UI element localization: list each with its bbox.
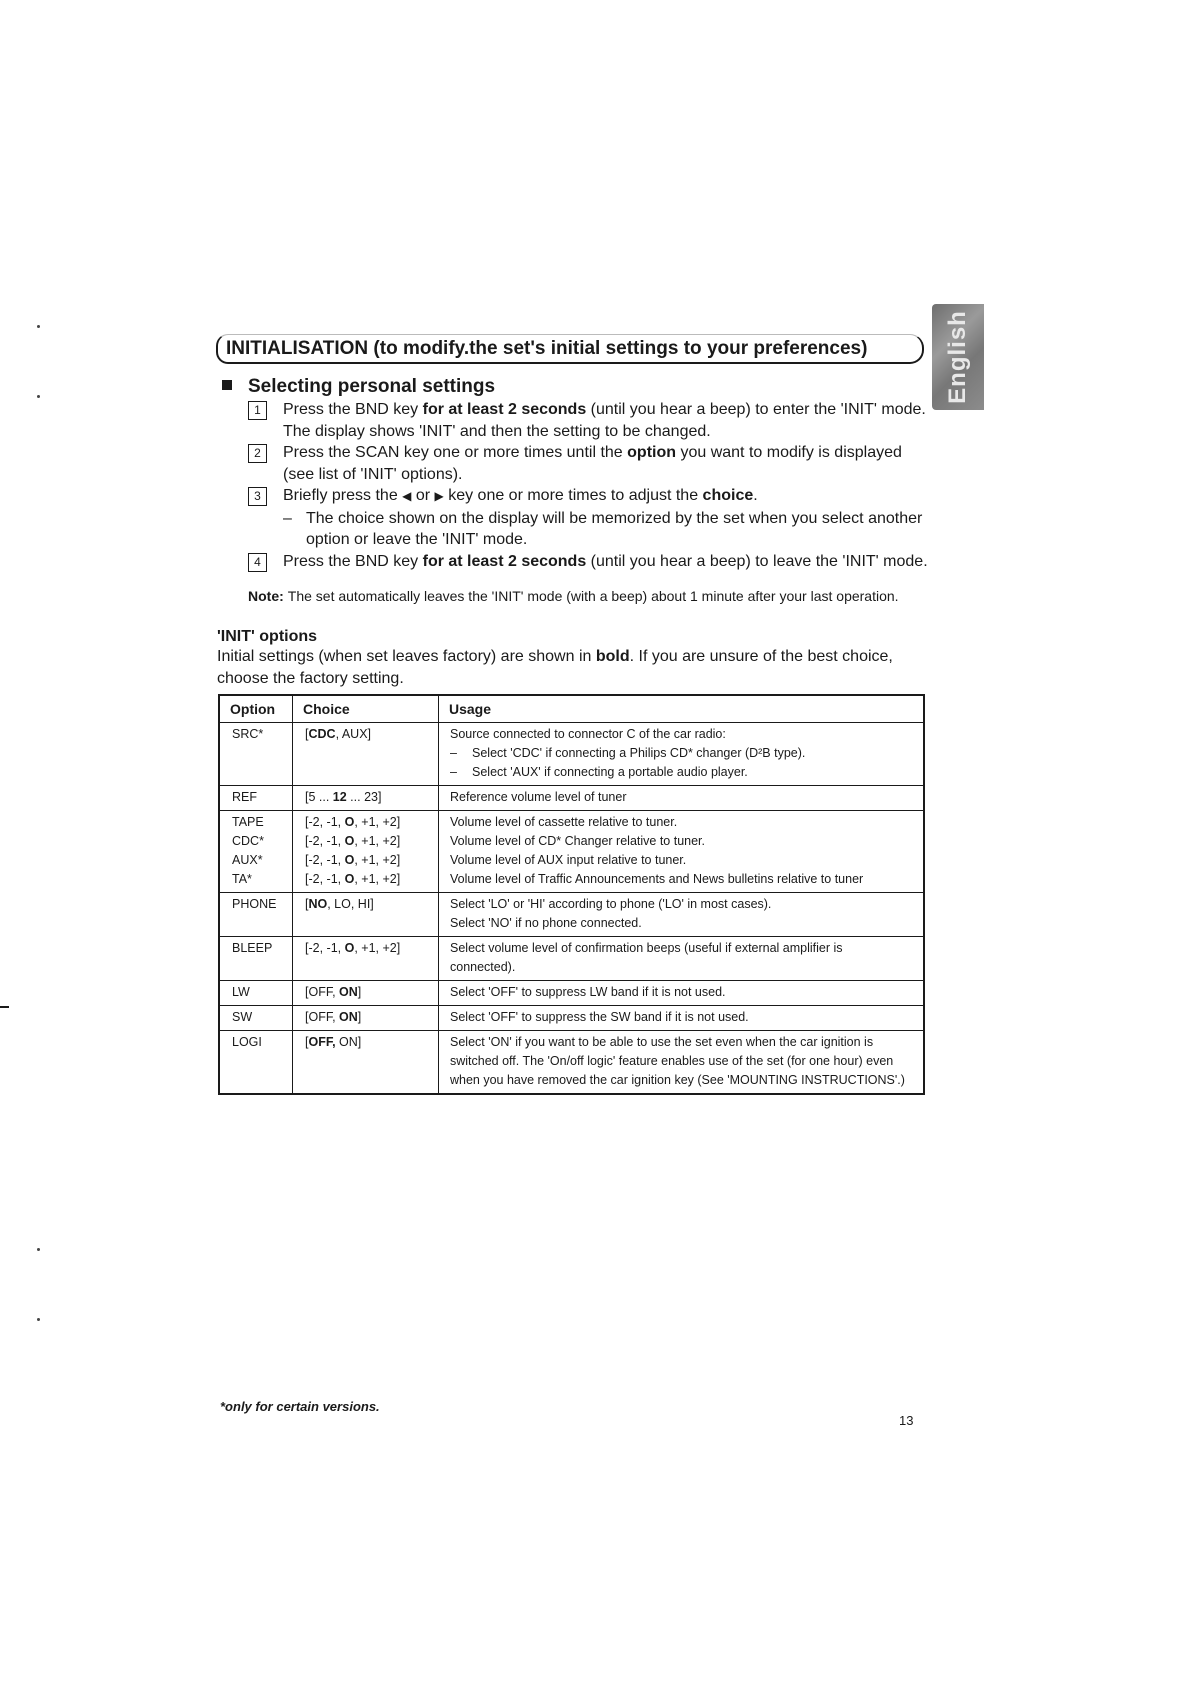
step-number-box: 2 <box>248 444 267 463</box>
choice-cell <box>293 786 439 811</box>
usage-subitem-text: Select 'CDC' if connecting a Philips CD* changer (D²B type). <box>472 746 806 760</box>
options-heading: 'INIT' options <box>217 628 318 645</box>
dash-bullet: – <box>283 509 292 527</box>
choice-text: , +1, +2] <box>354 815 401 829</box>
choice-text: [OFF, <box>305 1010 340 1024</box>
usage-cell <box>439 723 925 786</box>
choice-text: ] <box>357 1010 362 1024</box>
option-cell: LW <box>219 981 293 1006</box>
option-text: TA* <box>232 872 252 886</box>
dash-bullet: – <box>450 765 457 779</box>
usage-subitem-text: Select 'AUX' if connecting a portable audio player. <box>472 765 748 779</box>
choice-default: O <box>344 941 355 955</box>
table-header-row <box>219 695 924 723</box>
choice-default: ON <box>339 985 358 999</box>
scan-speck <box>37 1248 40 1251</box>
option-text: TAPE <box>232 815 264 829</box>
step-bold-text: for at least 2 seconds <box>422 552 587 570</box>
choice-default: OFF, <box>308 1035 336 1049</box>
step-bold-text: for at least 2 seconds <box>422 401 587 418</box>
column-header-usage: Usage <box>439 695 925 723</box>
choice-text: ON] <box>335 1035 362 1049</box>
choice-text: [-2, -1, <box>305 815 345 829</box>
option-text: CDC* <box>232 834 264 848</box>
table-row-lw <box>219 981 924 1006</box>
choice-cell <box>293 893 439 937</box>
choice-cell <box>293 937 439 981</box>
usage-text: Select 'LO' or 'HI' according to phone ('LO' in most cases). <box>450 897 772 911</box>
choice-default: O <box>344 834 355 848</box>
choice-default: O <box>344 853 355 867</box>
choice-text: [ <box>305 727 309 741</box>
subsection-title-text: Selecting personal settings <box>248 376 496 397</box>
choice-text: [5 ... <box>305 790 333 804</box>
steps-list <box>248 399 928 572</box>
choice-text: , +1, +2] <box>354 853 401 867</box>
option-cell: REF <box>219 786 293 811</box>
table-row-sw <box>219 1006 924 1031</box>
choice-line <box>305 870 426 889</box>
step-text: Press the BND key <box>283 401 423 418</box>
choice-text: [-2, -1, <box>305 941 345 955</box>
options-intro-bold: bold <box>595 648 630 665</box>
choice-line <box>305 851 426 870</box>
choice-default: NO <box>308 897 328 911</box>
usage-cell: Select volume level of confirmation beeps (useful if external amplifier is connected). <box>439 937 925 981</box>
choice-text: [ <box>305 897 309 911</box>
step-text: or <box>411 487 435 504</box>
choice-text: , +1, +2] <box>354 872 401 886</box>
usage-text: Volume level of AUX input relative to tuner. <box>450 853 687 867</box>
step-4 <box>248 551 928 573</box>
options-intro-text: Initial settings (when set leaves factory) are shown in <box>217 648 596 665</box>
step-number-box: 1 <box>248 401 267 420</box>
option-cell: LOGI <box>219 1031 293 1095</box>
choice-text: , +1, +2] <box>354 941 401 955</box>
choice-text: [-2, -1, <box>305 834 345 848</box>
page-number: 13 <box>899 1413 914 1428</box>
subsection-title <box>222 376 495 398</box>
table-row-logi <box>219 1031 924 1095</box>
scan-speck <box>37 1318 40 1321</box>
option-cell: PHONE <box>219 893 293 937</box>
choice-text: [OFF, <box>305 985 340 999</box>
step-text: Briefly press the <box>283 487 403 504</box>
usage-subitem <box>450 744 911 763</box>
step-text: key one or more times to adjust the <box>443 487 703 504</box>
option-cell <box>219 811 293 893</box>
left-arrow-key-icon: ◀ <box>402 489 412 503</box>
choice-text: ... 23] <box>346 790 382 804</box>
table-row-volume <box>219 811 924 893</box>
note-label: Note: <box>248 588 284 604</box>
right-arrow-key-icon: ▶ <box>434 489 444 503</box>
option-cell: SRC* <box>219 723 293 786</box>
note-text: The set automatically leaves the 'INIT' mode (with a beep) about 1 minute after your last operation. <box>287 588 899 604</box>
dash-bullet: – <box>450 746 457 760</box>
choice-default: O <box>344 872 355 886</box>
options-intro <box>217 646 929 690</box>
choice-text: ] <box>357 985 362 999</box>
choice-cell <box>293 811 439 893</box>
step-subitem-text: The choice shown on the display will be memorized by the set when you select another option or leave the 'INIT' mode. <box>306 509 923 548</box>
scan-speck <box>37 395 40 398</box>
column-header-choice: Choice <box>293 695 439 723</box>
table-row-bleep <box>219 937 924 981</box>
table-row-phone <box>219 893 924 937</box>
step-text: Press the SCAN key one or more times until the <box>283 444 628 461</box>
choice-text: , AUX] <box>335 727 372 741</box>
usage-text: Volume level of Traffic Announcements and News bulletins relative to tuner <box>450 872 864 886</box>
options-intro-text: . If you are unsure of the best choice, choose the factory setting. <box>217 648 893 687</box>
step-number-box: 4 <box>248 553 267 572</box>
choice-text: [ <box>305 1035 309 1049</box>
choice-default: CDC <box>308 727 336 741</box>
usage-cell: Select 'ON' if you want to be able to use the set even when the car ignition is switched off. The 'On/off logic' feature enables use of the set (for one hour) even when you have removed the car ignition key (See 'MOUNTING INSTRUCTIONS'.) <box>439 1031 925 1095</box>
choice-default: ON <box>339 1010 358 1024</box>
option-cell: BLEEP <box>219 937 293 981</box>
step-text: . <box>753 487 758 504</box>
table-row-ref <box>219 786 924 811</box>
note <box>248 588 899 604</box>
choice-text: , +1, +2] <box>354 834 401 848</box>
choice-line <box>305 832 426 851</box>
usage-text: Volume level of CD* Changer relative to tuner. <box>450 834 705 848</box>
choice-default: 12 <box>332 790 347 804</box>
choice-line <box>305 813 426 832</box>
choice-text: [-2, -1, <box>305 853 345 867</box>
step-3-subitem <box>248 508 928 551</box>
step-text: you want to modify is displayed (see list of 'INIT' options). <box>283 444 902 483</box>
step-1 <box>248 399 928 442</box>
usage-text: Volume level of cassette relative to tuner. <box>450 815 678 829</box>
choice-cell <box>293 723 439 786</box>
column-header-option: Option <box>219 695 293 723</box>
usage-subitem <box>450 763 911 782</box>
usage-cell: Select 'OFF' to suppress LW band if it is not used. <box>439 981 925 1006</box>
usage-text: Source connected to connector C of the car radio: <box>450 727 726 741</box>
language-side-tab <box>932 304 984 410</box>
step-2 <box>248 442 928 485</box>
square-bullet-icon <box>222 380 232 390</box>
step-3 <box>248 485 928 508</box>
usage-cell: Select 'OFF' to suppress the SW band if it is not used. <box>439 1006 925 1031</box>
usage-cell: Reference volume level of tuner <box>439 786 925 811</box>
usage-cell <box>439 893 925 937</box>
choice-text: , LO, HI] <box>327 897 374 911</box>
usage-cell <box>439 811 925 893</box>
step-number-box: 3 <box>248 487 267 506</box>
language-side-tab-label: English <box>944 310 971 404</box>
footnote: *only for certain versions. <box>220 1399 380 1414</box>
choice-text: [-2, -1, <box>305 872 345 886</box>
choice-cell <box>293 1031 439 1095</box>
table-row-src <box>219 723 924 786</box>
option-cell: SW <box>219 1006 293 1031</box>
scan-speck <box>37 325 40 328</box>
step-bold-text: option <box>627 444 677 461</box>
step-text: (until you hear a beep) to leave the 'INIT' mode. <box>586 552 928 570</box>
step-text: Press the BND key <box>283 552 423 570</box>
section-heading: INITIALISATION (to modify.the set's initial settings to your preferences) <box>216 334 924 364</box>
step-text: (until you hear a beep) to enter the 'INIT' mode. The display shows 'INIT' and then the setting to be changed. <box>283 401 926 440</box>
choice-cell <box>293 981 439 1006</box>
margin-mark <box>0 1006 9 1008</box>
usage-text: Select 'NO' if no phone connected. <box>450 916 642 930</box>
options-table <box>218 694 925 1095</box>
choice-cell <box>293 1006 439 1031</box>
step-bold-text: choice <box>702 487 754 504</box>
option-text: AUX* <box>232 853 263 867</box>
choice-default: O <box>344 815 355 829</box>
